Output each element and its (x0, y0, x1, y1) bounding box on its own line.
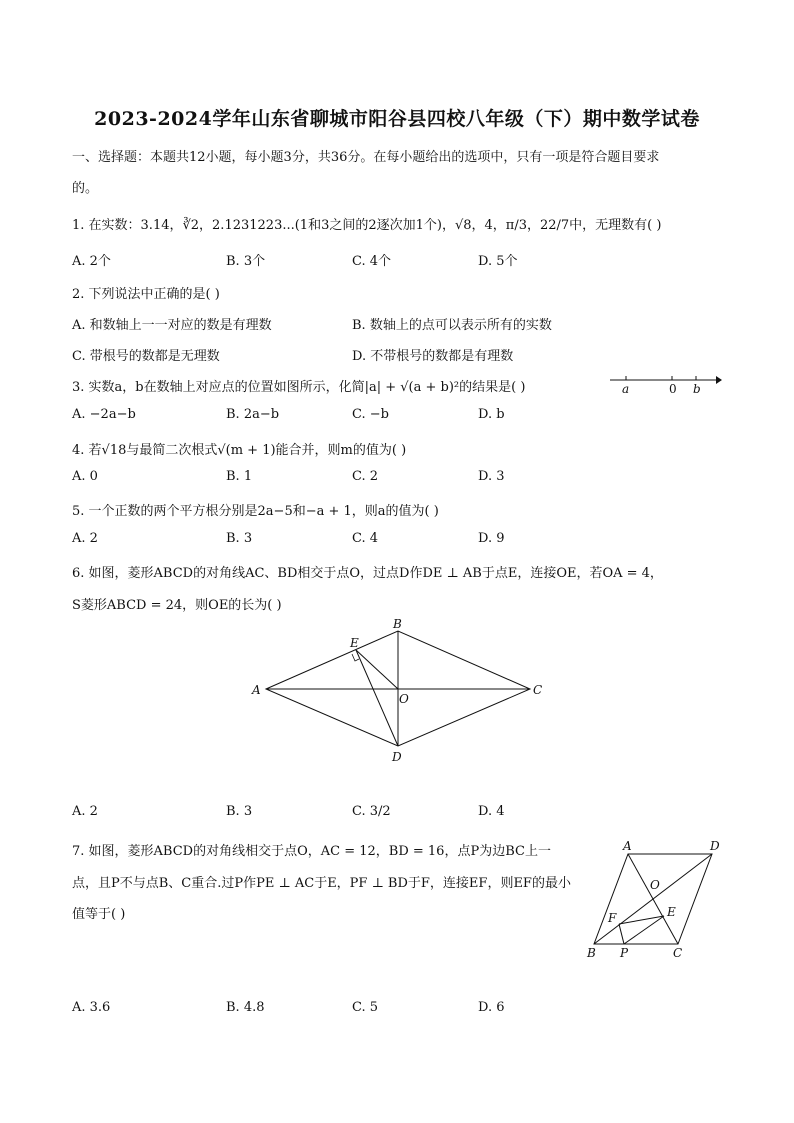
question-1-stem: 1. 在实数：3.14，∛2，2.1231223...(1和3之间的2逐次加1个)，√8，4，π/3，22/7中，无理数有( ) (72, 218, 662, 233)
number-line-figure (608, 368, 724, 398)
q3-option-a: A. −2a−b (72, 407, 136, 422)
q7-option-b: B. 4.8 (226, 1000, 265, 1015)
label-P-q7: P (620, 946, 629, 960)
q2-option-b: B. 数轴上的点可以表示所有的实数 (352, 318, 552, 333)
q1-option-d: D. 5个 (478, 254, 518, 269)
q1-option-a: A. 2个 (72, 254, 111, 269)
label-b: b (693, 382, 701, 396)
page-title: 2023-2024学年山东省聊城市阳谷县四校八年级（下）期中数学试卷 (94, 108, 700, 130)
q2-option-c: C. 带根号的数都是无理数 (72, 349, 220, 364)
label-A: A (252, 683, 261, 697)
label-B: B (393, 617, 402, 631)
q1-option-b: B. 3个 (226, 254, 266, 269)
segment-pf (619, 924, 624, 944)
diagonal-bd-q7 (594, 854, 712, 944)
question-6-stem-cont: S菱形ABCD = 24，则OE的长为( ) (72, 598, 282, 613)
q5-option-a: A. 2 (72, 531, 98, 546)
q4-option-a: A. 0 (72, 469, 98, 484)
q7-option-d: D. 6 (478, 1000, 505, 1015)
question-5-stem: 5. 一个正数的两个平方根分别是2a−5和−a + 1，则a的值为( ) (72, 504, 439, 519)
rhombus-figure-q6 (248, 614, 548, 766)
q5-option-d: D. 9 (478, 531, 505, 546)
label-O-q7: O (650, 878, 660, 892)
q6-option-d: D. 4 (478, 804, 505, 819)
q2-option-a: A. 和数轴上一一对应的数是有理数 (72, 318, 272, 333)
question-7-stem: 7. 如图，菱形ABCD的对角线相交于点O，AC = 12，BD = 16，点P为边BC上一 (72, 844, 551, 859)
label-C: C (533, 683, 543, 697)
q7-option-a: A. 3.6 (72, 1000, 111, 1015)
number-line-arrow (716, 376, 722, 384)
q3-option-d: D. b (478, 407, 505, 422)
section-heading-cont: 的。 (72, 181, 99, 196)
label-C-q7: C (673, 946, 683, 960)
rhombus-figure-q7 (582, 836, 726, 962)
q4-option-c: C. 2 (352, 469, 379, 484)
segment-de (356, 650, 398, 746)
question-7-stem-cont2: 值等于( ) (72, 907, 126, 922)
question-2-stem: 2. 下列说法中正确的是( ) (72, 287, 220, 302)
question-6-stem: 6. 如图，菱形ABCD的对角线AC、BD相交于点O，过点D作DE ⊥ AB于点E，连接OE，若OA = 4， (72, 566, 663, 581)
label-D: D (392, 750, 402, 764)
q5-option-b: B. 3 (226, 531, 253, 546)
label-a: a (622, 382, 630, 396)
label-0: 0 (669, 382, 677, 396)
label-O: O (399, 692, 409, 706)
label-E: E (350, 636, 359, 650)
q6-option-a: A. 2 (72, 804, 98, 819)
section-heading: 一、选择题：本题共12小题，每小题3分，共36分。在每小题给出的选项中，只有一项是符合题目要求 (72, 150, 660, 165)
question-3-stem: 3. 实数a，b在数轴上对应点的位置如图所示，化简|a| + √(a + b)²的结果是( ) (72, 380, 526, 395)
q4-option-d: D. 3 (478, 469, 505, 484)
q2-option-d: D. 不带根号的数都是有理数 (352, 349, 514, 364)
q7-option-c: C. 5 (352, 1000, 379, 1015)
q5-option-c: C. 4 (352, 531, 379, 546)
q3-option-c: C. −b (352, 407, 389, 422)
q6-option-c: C. 3/2 (352, 804, 391, 819)
question-4-stem: 4. 若√18与最简二次根式√(m + 1)能合并，则m的值为( ) (72, 443, 407, 458)
label-B-q7: B (587, 946, 596, 960)
segment-oe (356, 650, 398, 689)
label-D-q7: D (710, 839, 720, 853)
q3-option-b: B. 2a−b (226, 407, 280, 422)
q6-option-b: B. 3 (226, 804, 253, 819)
label-E-q7: E (667, 905, 676, 919)
label-F-q7: F (608, 911, 617, 925)
segment-pe (624, 916, 664, 944)
question-7-stem-cont: 点，且P不与点B、C重合.过P作PE ⊥ AC于E，PF ⊥ BD于F，连接EF，则EF的最小 (72, 876, 571, 891)
q4-option-b: B. 1 (226, 469, 253, 484)
label-A-q7: A (623, 839, 632, 853)
q1-option-c: C. 4个 (352, 254, 392, 269)
